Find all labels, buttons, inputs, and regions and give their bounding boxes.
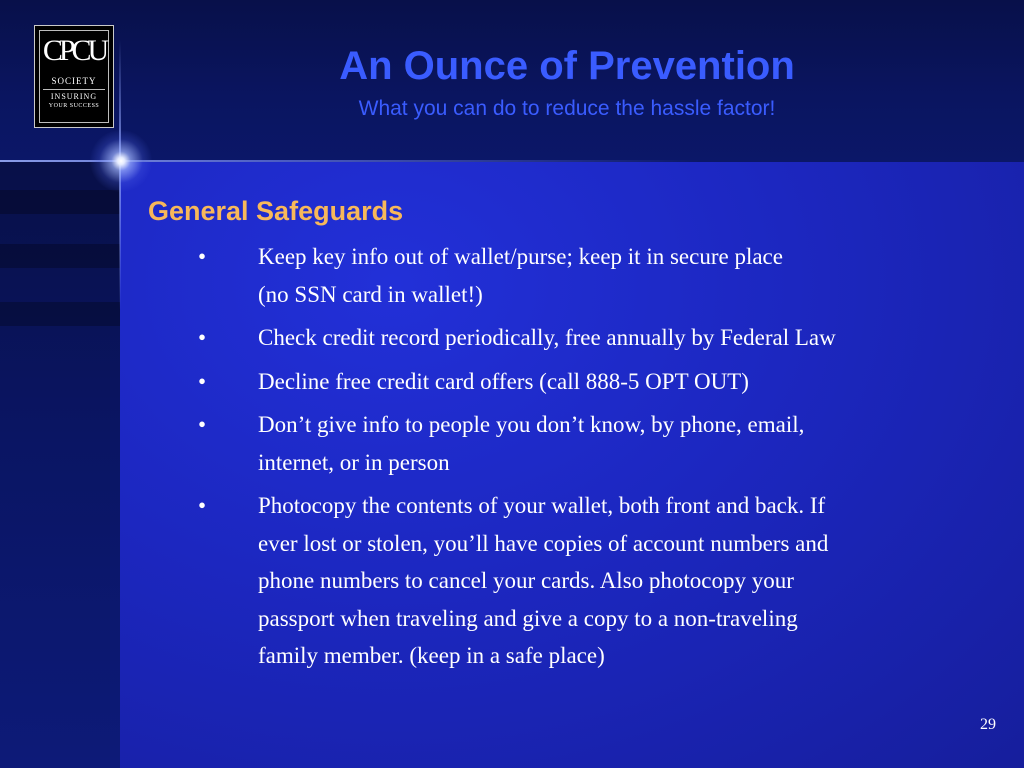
bullet-text-line: passport when traveling and give a copy to a non-traveling: [258, 605, 798, 631]
logo-tagline-line2: YOUR SUCCESS: [48, 103, 100, 109]
page-number: 29: [980, 716, 996, 733]
bullet-text-line: Photocopy the contents of your wallet, both front and back. If: [258, 493, 826, 518]
left-band-stripe: [0, 190, 120, 214]
bullet-text-line: internet, or in person: [258, 449, 450, 475]
star-glow-icon: [90, 130, 152, 192]
bullet-text-line: family member. (keep in a safe place): [258, 643, 605, 668]
logo-tagline-line1: INSURING: [50, 92, 98, 101]
left-band: [0, 162, 120, 768]
logo-society-text: SOCIETY: [51, 76, 97, 86]
bullet-text-line: ever lost or stolen, you’ll have copies of account numbers and: [258, 530, 829, 556]
bullet-text-line: Decline free credit card offers (call 888-5 OPT OUT): [258, 368, 749, 394]
cpcu-society-logo: [34, 25, 114, 128]
logo-monogram: CPCU: [42, 34, 106, 67]
bullet-dot-icon: •: [198, 325, 207, 350]
slide-subtitle: What you can do to reduce the hassle factor!: [358, 97, 776, 120]
bullet-dot-icon: •: [198, 244, 207, 269]
bullet-item: [196, 487, 986, 675]
left-band-stripe: [0, 302, 120, 326]
section-heading: General Safeguards: [148, 196, 404, 226]
bullet-item: [196, 406, 986, 481]
bullet-item: [196, 363, 986, 401]
bullet-text-line: Check credit record periodically, free annually by Federal Law: [258, 325, 836, 350]
bullet-item: [196, 238, 986, 313]
bullet-text-line: Keep key info out of wallet/purse; keep it in secure place: [258, 244, 783, 269]
bullet-dot-icon: •: [198, 493, 207, 518]
bullet-text-line: Don’t give info to people you don’t know, by phone, email,: [258, 412, 805, 437]
bullet-list: [196, 238, 986, 681]
slide-title: An Ounce of Prevention: [339, 44, 795, 88]
logo-divider: [43, 89, 105, 90]
left-band-stripe: [0, 244, 120, 268]
bullet-dot-icon: •: [198, 412, 207, 437]
bullet-text-line: phone numbers to cancel your cards. Also photocopy your: [258, 568, 794, 593]
bullet-item: [196, 319, 986, 357]
bullet-text-line: (no SSN card in wallet!): [258, 281, 483, 307]
bullet-dot-icon: •: [198, 368, 207, 394]
